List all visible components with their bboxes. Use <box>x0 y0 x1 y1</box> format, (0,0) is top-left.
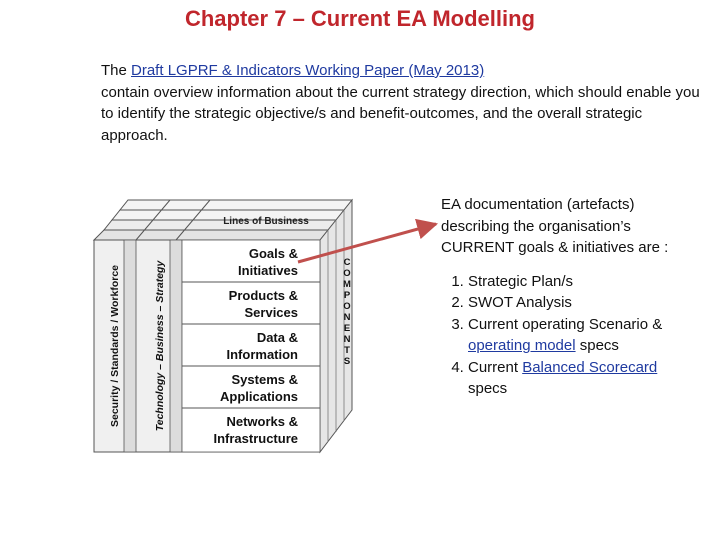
row-networks-line1: Networks & <box>226 414 298 429</box>
side-letter-10: S <box>343 356 351 367</box>
working-paper-link[interactable]: Draft LGPRF & Indicators Working Paper (May 2013) <box>131 62 485 79</box>
intro-rest: contain overview information about the current strategy direction, which should enable you to identify the strategic objective/s and benefit-outcomes, and the overall strategic approach. <box>101 83 700 144</box>
list-item: 1. Strategic Plan/s <box>468 271 681 293</box>
row-data-line1: Data & <box>256 330 298 345</box>
row-data-line2: Information <box>226 347 298 362</box>
balanced-scorecard-link[interactable]: Balanced Scorecard <box>522 358 658 376</box>
row-goals-line1: Goals & <box>248 246 298 261</box>
left-label-security: Security / Standards / Workforce <box>109 264 121 428</box>
side-letter-6: N <box>343 312 351 323</box>
list-item: 3. Current operating Scenario & operating model specs <box>468 314 681 357</box>
artefacts-text <box>441 194 681 400</box>
row-products-line2: Services <box>244 305 298 320</box>
side-letter-7: E <box>343 323 351 334</box>
lines-of-business-label: Lines of Business <box>223 216 309 227</box>
intro-prefix: The <box>101 62 132 79</box>
side-letter-9: T <box>344 345 350 356</box>
side-letter-3: M <box>343 279 351 290</box>
operating-model-link[interactable]: operating model <box>468 337 576 354</box>
row-products-line1: Products & <box>228 288 298 303</box>
row-networks-line2: Infrastructure <box>213 431 298 446</box>
artefacts-list <box>441 271 681 400</box>
row-goals-line2: Initiatives <box>238 263 298 278</box>
side-letter-1: C <box>343 257 351 268</box>
list-item: 4. Current Balanced Scorecard specs <box>468 357 681 400</box>
row-systems-line1: Systems & <box>231 372 298 387</box>
artefacts-heading: EA documentation (artefacts) describing the organisation’s CURRENT goals & initiatives are : <box>441 196 669 256</box>
side-letter-8: N <box>343 334 351 345</box>
side-letter-4: P <box>343 290 351 301</box>
side-letter-5: O <box>343 301 351 312</box>
side-letter-2: O <box>343 268 351 279</box>
page-title: Chapter 7 – Current EA Modelling <box>184 6 535 31</box>
row-systems-line2: Applications <box>219 389 298 404</box>
left-label-technology: Technology – Business – Strategy <box>154 260 166 432</box>
list-item: 2. SWOT Analysis <box>468 292 681 314</box>
